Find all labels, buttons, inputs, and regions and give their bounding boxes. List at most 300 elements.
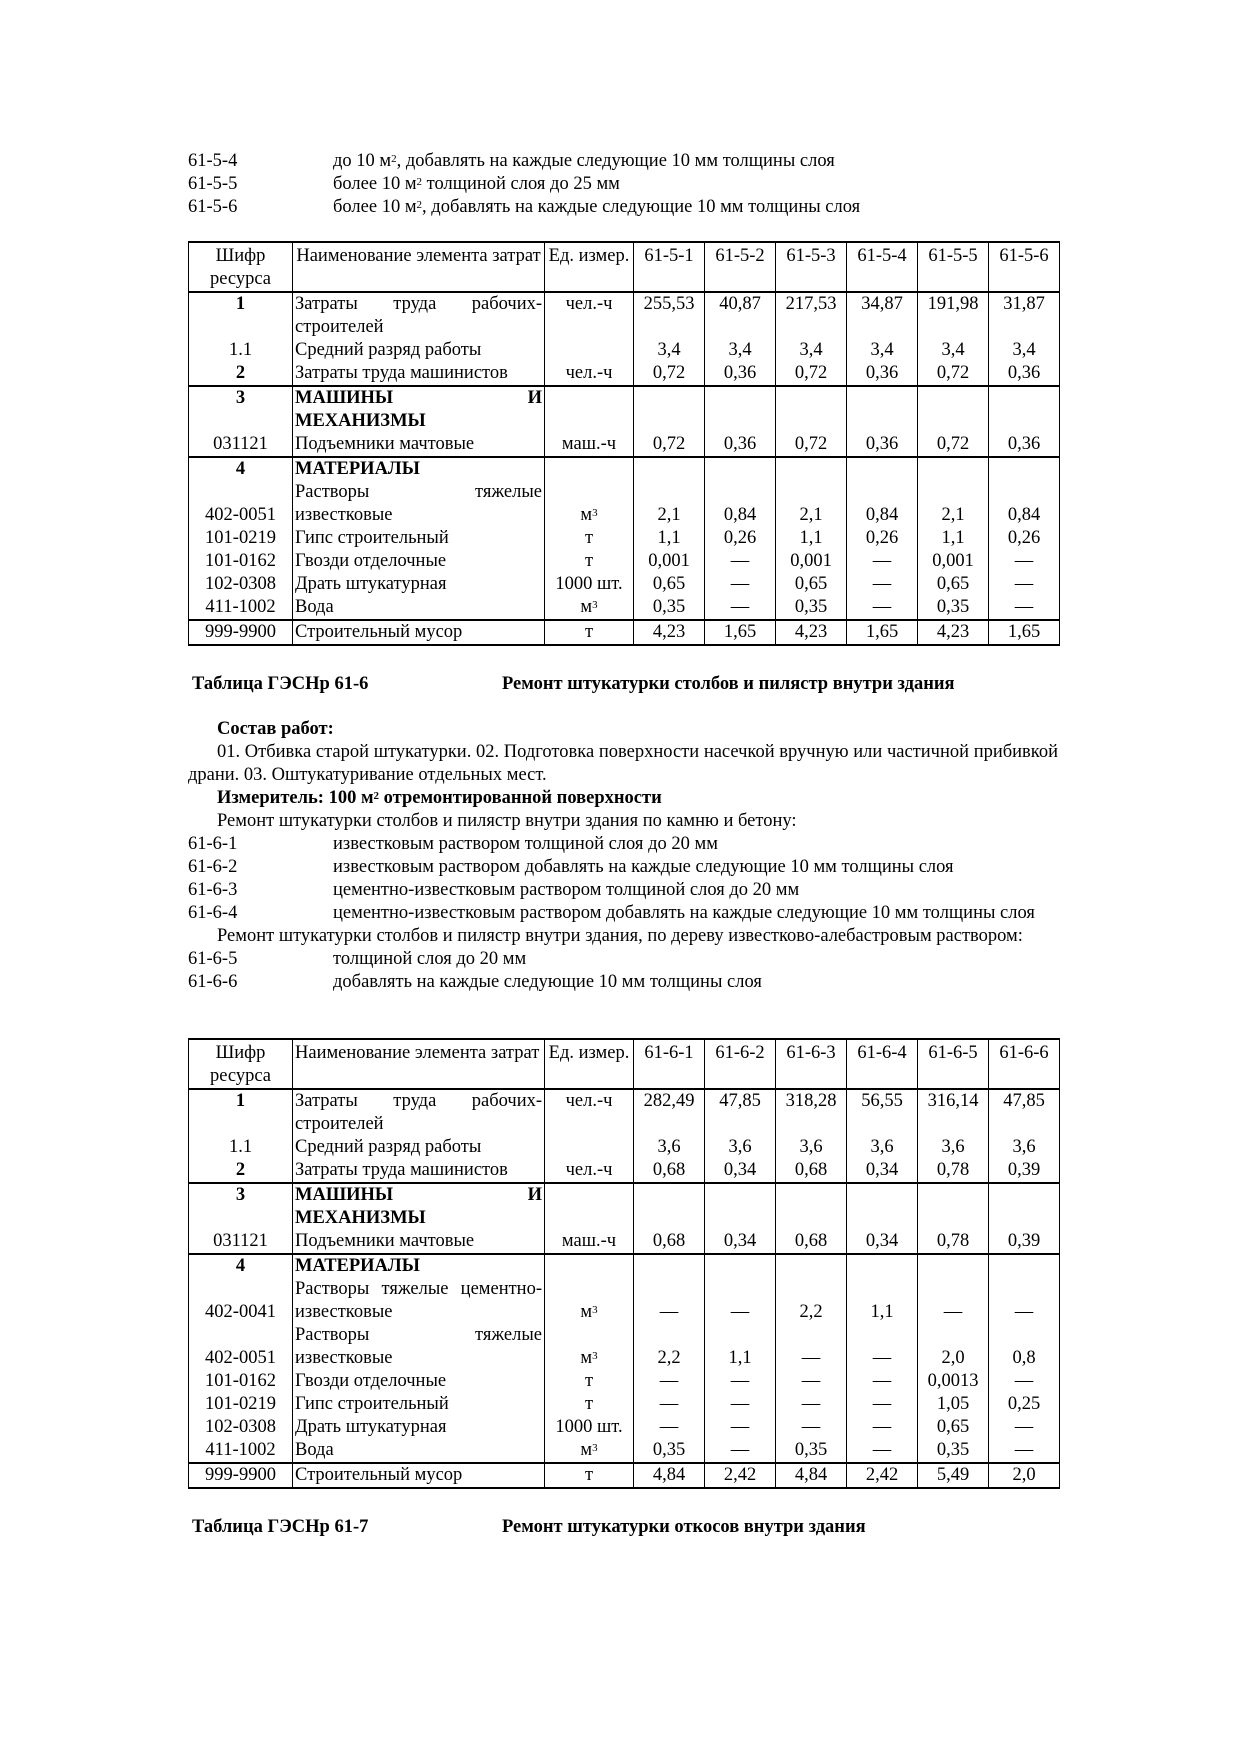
column-header: 61-5-2 [705, 242, 776, 292]
norm-value: 0,26 [989, 527, 1060, 550]
norm-value: 0,72 [776, 433, 847, 457]
norm-value: 0,34 [705, 1159, 776, 1183]
unit [545, 386, 634, 433]
caption-title: Ремонт штукатурки столбов и пилястр внутри здания [502, 674, 955, 694]
norm-value [705, 1183, 776, 1230]
norm-value: 0,36 [989, 362, 1060, 386]
norm-value: — [989, 1278, 1060, 1324]
resource-name: Драть штукатурная [293, 573, 545, 596]
list-item [188, 150, 1058, 173]
norm-value [918, 457, 989, 481]
unit: маш.-ч [545, 433, 634, 457]
norm-value [989, 457, 1060, 481]
column-header: Ед. измер. [545, 1039, 634, 1089]
norm-value: — [847, 1324, 918, 1370]
norm-value [989, 1254, 1060, 1278]
resource-table-61-6 [188, 1038, 1060, 1489]
norm-value: 47,85 [705, 1089, 776, 1136]
column-header: Наименование элемента затрат [293, 242, 545, 292]
unit: $м^3$ [545, 1278, 634, 1324]
norm-value: 0,68 [634, 1159, 705, 1183]
norm-value: 1,1 [705, 1324, 776, 1370]
item-code: 61-6-2 [188, 857, 238, 877]
norm-value: 0,72 [634, 433, 705, 457]
norm-value: 2,0 [989, 1463, 1060, 1488]
list-item [188, 948, 1058, 971]
norm-value: 0,36 [989, 433, 1060, 457]
norm-value: — [918, 1278, 989, 1324]
norm-value: 4,23 [634, 620, 705, 645]
norm-value: 2,2 [776, 1278, 847, 1324]
unit: т [545, 550, 634, 573]
resource-code: 402-0051 [189, 481, 293, 527]
norm-value [918, 1183, 989, 1230]
unit: $м^3$ [545, 1324, 634, 1370]
norm-value: — [989, 1416, 1060, 1439]
norm-value: 0,39 [989, 1230, 1060, 1254]
norm-value: 3,4 [918, 339, 989, 362]
norm-value: 0,34 [847, 1230, 918, 1254]
norm-value: — [634, 1416, 705, 1439]
table-row [189, 386, 1060, 433]
norm-value: — [634, 1278, 705, 1324]
intro-stone: Ремонт штукатурки столбов и пилястр внутри здания по камню и бетону: [217, 811, 797, 831]
item-desc: толщиной слоя до 20 мм [333, 949, 527, 969]
unit [545, 1254, 634, 1278]
list-item [188, 833, 1058, 856]
resource-code: 1 [189, 1089, 293, 1136]
table-row [189, 550, 1060, 573]
norm-value: 0,36 [705, 362, 776, 386]
norm-value [705, 457, 776, 481]
column-header: 61-5-5 [918, 242, 989, 292]
norm-value [847, 457, 918, 481]
resource-name: МАТЕРИАЛЫ [293, 457, 545, 481]
norm-value [776, 1183, 847, 1230]
resource-code: 999-9900 [189, 1463, 293, 1488]
unit: маш.-ч [545, 1230, 634, 1254]
norm-value: — [989, 550, 1060, 573]
norm-value: 2,42 [847, 1463, 918, 1488]
unit: чел.-ч [545, 292, 634, 339]
norm-value: — [705, 1370, 776, 1393]
resource-code: 411-1002 [189, 596, 293, 620]
norm-value: 1,1 [776, 527, 847, 550]
norm-value: 3,6 [634, 1136, 705, 1159]
norm-value [634, 1183, 705, 1230]
norm-value: 0,26 [705, 527, 776, 550]
table-row [189, 1463, 1060, 1488]
intro-wood: Ремонт штукатурки столбов и пилястр внутри здания, по дереву известково-алебастровым раствором: [217, 926, 1023, 946]
unit [545, 457, 634, 481]
list-item [188, 902, 1058, 925]
caption-label: Таблица ГЭСНр 61-7 [192, 1517, 369, 1537]
norm-value: — [705, 1416, 776, 1439]
unit: т [545, 1393, 634, 1416]
norm-value: 1,05 [918, 1393, 989, 1416]
norm-value: 255,53 [634, 292, 705, 339]
resource-name: Затраты труда машинистов [293, 362, 545, 386]
resource-name: Средний разряд работы [293, 339, 545, 362]
table-caption [188, 672, 1058, 696]
norm-value: 0,8 [989, 1324, 1060, 1370]
norm-value: 1,65 [989, 620, 1060, 645]
norm-value: 318,28 [776, 1089, 847, 1136]
column-header: 61-6-2 [705, 1039, 776, 1089]
column-header: 61-5-1 [634, 242, 705, 292]
resource-name: Гипс строительный [293, 527, 545, 550]
table-row [189, 596, 1060, 620]
norm-value: — [705, 1393, 776, 1416]
norm-value: — [847, 550, 918, 573]
resource-name: Растворы тяжелые известковые [293, 1324, 545, 1370]
column-header: Шифр ресурса [189, 242, 293, 292]
resource-code: 402-0041 [189, 1278, 293, 1324]
norm-value: 0,35 [776, 596, 847, 620]
resource-name: Подъемники мачтовые [293, 433, 545, 457]
norm-value: — [705, 1439, 776, 1463]
column-header: 61-5-6 [989, 242, 1060, 292]
norm-value [776, 386, 847, 433]
norm-value [634, 1254, 705, 1278]
item-desc: цементно-известковым раствором толщиной слоя до 20 мм [333, 880, 800, 900]
table-row [189, 1254, 1060, 1278]
column-header: 61-5-3 [776, 242, 847, 292]
norm-value [634, 386, 705, 433]
norm-value: 0,65 [918, 1416, 989, 1439]
document-page [188, 150, 1058, 1539]
norm-value: 1,1 [847, 1278, 918, 1324]
caption-label: Таблица ГЭСНр 61-6 [192, 674, 369, 694]
unit [545, 1183, 634, 1230]
norm-value: — [705, 596, 776, 620]
norm-value: 3,6 [776, 1136, 847, 1159]
column-header: 61-6-3 [776, 1039, 847, 1089]
norm-value: 2,42 [705, 1463, 776, 1488]
norm-value: 34,87 [847, 292, 918, 339]
column-header: Наименование элемента затрат [293, 1039, 545, 1089]
caption-title: Ремонт штукатурки откосов внутри здания [502, 1517, 866, 1537]
norm-value: 3,4 [776, 339, 847, 362]
resource-name: Затраты труда рабочих-строителей [293, 1089, 545, 1136]
resource-code: 102-0308 [189, 1416, 293, 1439]
norm-value: 2,2 [634, 1324, 705, 1370]
resource-code: 1.1 [189, 1136, 293, 1159]
norm-value: 0,84 [847, 481, 918, 527]
norm-value: 0,65 [776, 573, 847, 596]
norm-value: 0,78 [918, 1230, 989, 1254]
norm-value [989, 1183, 1060, 1230]
norm-value: 0,68 [776, 1230, 847, 1254]
table-row [189, 1089, 1060, 1136]
norm-value: 0,36 [705, 433, 776, 457]
column-header: 61-6-5 [918, 1039, 989, 1089]
table-row [189, 362, 1060, 386]
resource-name: Средний разряд работы [293, 1136, 545, 1159]
resource-name: Затраты труда рабочих-строителей [293, 292, 545, 339]
resource-code: 031121 [189, 433, 293, 457]
norm-value: — [705, 573, 776, 596]
norm-value [918, 386, 989, 433]
table-row [189, 1230, 1060, 1254]
composition-heading: Состав работ: [217, 719, 334, 739]
norm-value [847, 1183, 918, 1230]
norm-value: 0,65 [918, 573, 989, 596]
norm-value: 0,34 [847, 1159, 918, 1183]
norm-value: 3,4 [989, 339, 1060, 362]
norm-value: 0,35 [634, 1439, 705, 1463]
table-row [189, 620, 1060, 645]
norm-value: 0,36 [847, 433, 918, 457]
unit: чел.-ч [545, 1159, 634, 1183]
resource-table-61-5 [188, 241, 1060, 646]
norm-value: 3,6 [847, 1136, 918, 1159]
norm-value: 31,87 [989, 292, 1060, 339]
table-row [189, 1393, 1060, 1416]
norm-value: 3,6 [989, 1136, 1060, 1159]
table-row [189, 1370, 1060, 1393]
norm-value: 4,84 [776, 1463, 847, 1488]
table-row [189, 1183, 1060, 1230]
norm-value: 3,6 [918, 1136, 989, 1159]
resource-code: 4 [189, 1254, 293, 1278]
resource-code: 2 [189, 1159, 293, 1183]
norm-value: 5,49 [918, 1463, 989, 1488]
resource-name: Растворы тяжелые цементно-известковые [293, 1278, 545, 1324]
norm-value: 4,23 [918, 620, 989, 645]
table-row [189, 1136, 1060, 1159]
list-item [188, 856, 1058, 879]
norm-value [989, 386, 1060, 433]
table-row [189, 433, 1060, 457]
norm-value: 3,4 [847, 339, 918, 362]
table-row [189, 481, 1060, 527]
norm-value: 282,49 [634, 1089, 705, 1136]
norm-value: 0,001 [634, 550, 705, 573]
column-header: 61-5-4 [847, 242, 918, 292]
item-desc: цементно-известковым раствором добавлять на каждые следующие 10 мм толщины слоя [333, 903, 1035, 923]
table-row [189, 292, 1060, 339]
table-caption [188, 1515, 1058, 1539]
norm-value: 3,6 [705, 1136, 776, 1159]
resource-name: Вода [293, 596, 545, 620]
item-desc: известковым раствором толщиной слоя до 20 мм [333, 834, 718, 854]
norm-value: 316,14 [918, 1089, 989, 1136]
norm-value: — [847, 596, 918, 620]
item-code: 61-6-6 [188, 972, 238, 992]
norm-value: — [634, 1393, 705, 1416]
norm-value: 0,65 [634, 573, 705, 596]
norm-value: 191,98 [918, 292, 989, 339]
table-row [189, 1159, 1060, 1183]
column-header: 61-6-6 [989, 1039, 1060, 1089]
norm-value: — [705, 1278, 776, 1324]
item-desc: известковым раствором добавлять на каждые следующие 10 мм толщины слоя [333, 857, 954, 877]
resource-code: 101-0162 [189, 1370, 293, 1393]
table-row [189, 1439, 1060, 1463]
norm-value: 3,4 [705, 339, 776, 362]
norm-value: 0,72 [918, 433, 989, 457]
item-code: 61-5-6 [188, 197, 238, 217]
item-desc: добавлять на каждые следующие 10 мм толщины слоя [333, 972, 762, 992]
norm-value [776, 457, 847, 481]
table-row [189, 573, 1060, 596]
resource-name: Подъемники мачтовые [293, 1230, 545, 1254]
list-item [188, 971, 1058, 994]
column-header: Шифр ресурса [189, 1039, 293, 1089]
unit [545, 1136, 634, 1159]
norm-value: 217,53 [776, 292, 847, 339]
column-header: Ед. измер. [545, 242, 634, 292]
norm-value: — [776, 1370, 847, 1393]
norm-value: 2,1 [918, 481, 989, 527]
norm-value [847, 1254, 918, 1278]
norm-value [776, 1254, 847, 1278]
item-desc: до 10 $м^2$, добавлять на каждые следующие 10 мм толщины слоя [333, 151, 835, 171]
unit: чел.-ч [545, 362, 634, 386]
item-desc: более 10 $м^2$ толщиной слоя до 25 мм [333, 174, 620, 194]
resource-code: 3 [189, 1183, 293, 1230]
norm-value: 0,34 [705, 1230, 776, 1254]
unit: $м^3$ [545, 596, 634, 620]
norm-value: 0,84 [989, 481, 1060, 527]
norm-value: 2,1 [776, 481, 847, 527]
resource-name: Растворы тяжелые известковые [293, 481, 545, 527]
table-row [189, 339, 1060, 362]
norm-value: 0,001 [776, 550, 847, 573]
item-code: 61-6-4 [188, 903, 238, 923]
norm-value: 1,1 [918, 527, 989, 550]
table-row [189, 1416, 1060, 1439]
resource-code: 2 [189, 362, 293, 386]
composition-text: 01. Отбивка старой штукатурки. 02. Подготовка поверхности насечкой вручную или частичной прибивкой драни. 03. Оштукатуривание отдельных мест. [188, 742, 1058, 785]
norm-value: 40,87 [705, 292, 776, 339]
work-composition [188, 718, 1058, 994]
item-code: 61-6-3 [188, 880, 238, 900]
resource-name: МАШИНЫ И МЕХАНИЗМЫ [293, 1183, 545, 1230]
norm-value: 0,0013 [918, 1370, 989, 1393]
norm-value: 0,001 [918, 550, 989, 573]
norm-value: — [847, 1416, 918, 1439]
unit: $м^3$ [545, 1439, 634, 1463]
resource-name: МАТЕРИАЛЫ [293, 1254, 545, 1278]
norm-value: 56,55 [847, 1089, 918, 1136]
norm-value [847, 386, 918, 433]
norm-value: 2,1 [634, 481, 705, 527]
resource-name: Вода [293, 1439, 545, 1463]
norm-value [634, 457, 705, 481]
column-header: 61-6-1 [634, 1039, 705, 1089]
unit: т [545, 620, 634, 645]
resource-code: 1 [189, 292, 293, 339]
norm-value: 0,72 [634, 362, 705, 386]
table-row [189, 457, 1060, 481]
norm-value: — [989, 596, 1060, 620]
norm-value: 0,72 [776, 362, 847, 386]
norm-value: — [847, 573, 918, 596]
list-item [188, 173, 1058, 196]
norm-value: 3,4 [634, 339, 705, 362]
resource-name: Затраты труда машинистов [293, 1159, 545, 1183]
norm-value: — [634, 1370, 705, 1393]
resource-code: 4 [189, 457, 293, 481]
list-item [188, 196, 1058, 219]
norm-value [705, 1254, 776, 1278]
norm-value: 47,85 [989, 1089, 1060, 1136]
norm-value: 0,78 [918, 1159, 989, 1183]
norm-value [918, 1254, 989, 1278]
norm-value: 0,26 [847, 527, 918, 550]
unit: т [545, 527, 634, 550]
unit: т [545, 1463, 634, 1488]
resource-code: 3 [189, 386, 293, 433]
norm-value: — [776, 1393, 847, 1416]
resource-code: 402-0051 [189, 1324, 293, 1370]
item-code: 61-6-1 [188, 834, 238, 854]
resource-name: Строительный мусор [293, 620, 545, 645]
top-code-list [188, 150, 1058, 219]
resource-name: Гвозди отделочные [293, 1370, 545, 1393]
unit: 1000 шт. [545, 573, 634, 596]
norm-value: — [989, 573, 1060, 596]
norm-value: 0,84 [705, 481, 776, 527]
norm-value: 0,35 [918, 1439, 989, 1463]
unit: 1000 шт. [545, 1416, 634, 1439]
norm-value: — [847, 1439, 918, 1463]
norm-value [705, 386, 776, 433]
norm-value: 0,68 [776, 1159, 847, 1183]
resource-name: Гипс строительный [293, 1393, 545, 1416]
norm-value: 2,0 [918, 1324, 989, 1370]
norm-value: — [705, 550, 776, 573]
norm-value: 1,1 [634, 527, 705, 550]
norm-value: 0,68 [634, 1230, 705, 1254]
unit: $м^3$ [545, 481, 634, 527]
item-desc: более 10 $м^2$, добавлять на каждые следующие 10 мм толщины слоя [333, 197, 861, 217]
norm-value: — [776, 1324, 847, 1370]
resource-code: 101-0162 [189, 550, 293, 573]
column-header: 61-6-4 [847, 1039, 918, 1089]
norm-value: — [776, 1416, 847, 1439]
norm-value: 1,65 [705, 620, 776, 645]
table-row [189, 1278, 1060, 1324]
resource-name: МАШИНЫ И МЕХАНИЗМЫ [293, 386, 545, 433]
norm-value: 1,65 [847, 620, 918, 645]
norm-value: 0,25 [989, 1393, 1060, 1416]
norm-value: 0,35 [776, 1439, 847, 1463]
resource-code: 031121 [189, 1230, 293, 1254]
norm-value: 4,23 [776, 620, 847, 645]
item-code: 61-5-4 [188, 151, 238, 171]
resource-code: 101-0219 [189, 1393, 293, 1416]
measure-line: Измеритель: 100 $м^2$ отремонтированной поверхности [217, 788, 662, 808]
list-item [188, 879, 1058, 902]
norm-value: 0,36 [847, 362, 918, 386]
norm-value: — [989, 1370, 1060, 1393]
norm-value: 0,72 [918, 362, 989, 386]
norm-value: — [847, 1370, 918, 1393]
resource-code: 1.1 [189, 339, 293, 362]
norm-value: — [847, 1393, 918, 1416]
item-code: 61-5-5 [188, 174, 238, 194]
norm-value: 0,35 [918, 596, 989, 620]
norm-value: 0,35 [634, 596, 705, 620]
resource-code: 101-0219 [189, 527, 293, 550]
unit: чел.-ч [545, 1089, 634, 1136]
resource-name: Строительный мусор [293, 1463, 545, 1488]
resource-code: 102-0308 [189, 573, 293, 596]
norm-value: 0,39 [989, 1159, 1060, 1183]
